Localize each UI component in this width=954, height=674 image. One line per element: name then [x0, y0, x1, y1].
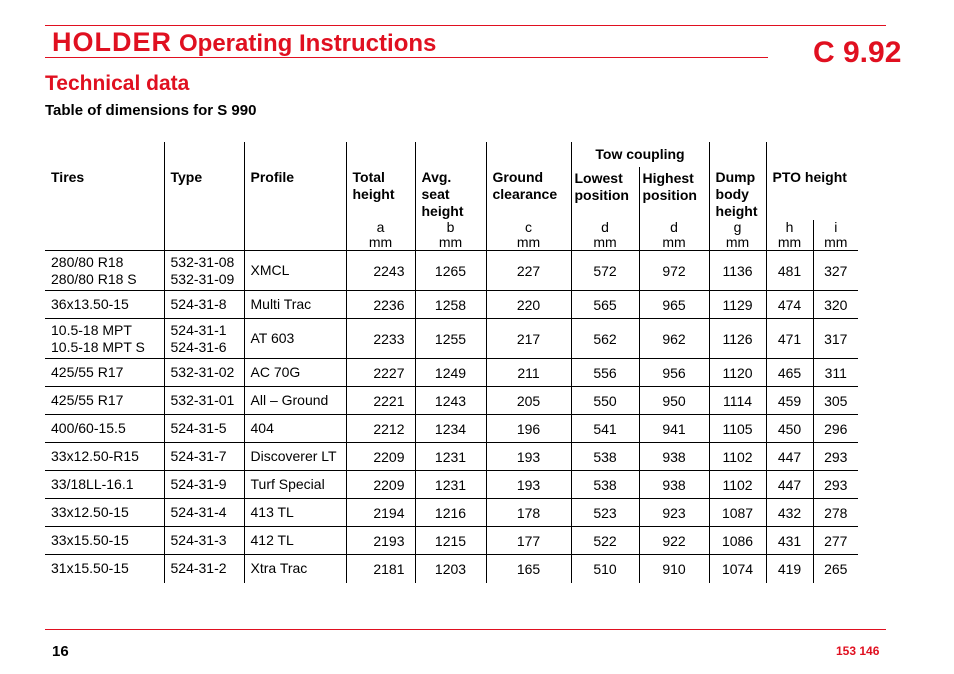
- cell-lowest-position: 565: [571, 291, 639, 319]
- cell-ground-clearance: 193: [486, 471, 571, 499]
- cell-tires: 280/80 R18 280/80 R18 S: [45, 251, 164, 291]
- cell-total-height: 2233: [346, 319, 415, 359]
- cell-type: 524-31-5: [164, 415, 244, 443]
- table-row: [45, 251, 858, 291]
- table-row: [45, 443, 858, 471]
- cell-type: 524-31-3: [164, 527, 244, 555]
- cell-pto-h: 432: [766, 499, 813, 527]
- cell-total-height: 2181: [346, 555, 415, 583]
- header-avg-seat-height: Avg. seat height: [415, 142, 486, 220]
- table-row: [45, 319, 858, 359]
- cell-avg-seat-height: 1203: [415, 555, 486, 583]
- cell-pto-h: 419: [766, 555, 813, 583]
- header-tow-coupling: Tow coupling: [571, 142, 709, 167]
- unit-b: b mm: [415, 220, 486, 251]
- cell-tires: 425/55 R17: [45, 359, 164, 387]
- header-highest-position: Highest position: [639, 167, 709, 220]
- cell-tires: 425/55 R17: [45, 387, 164, 415]
- cell-highest-position: 965: [639, 291, 709, 319]
- table-row: [45, 471, 858, 499]
- document-title: Operating Instructions: [179, 30, 437, 57]
- cell-profile: AC 70G: [244, 359, 346, 387]
- cell-profile: Turf Special: [244, 471, 346, 499]
- cell-avg-seat-height: 1243: [415, 387, 486, 415]
- header-total-height: Total height: [346, 142, 415, 220]
- cell-lowest-position: 510: [571, 555, 639, 583]
- header-tires: Tires: [45, 142, 164, 220]
- cell-type: 524-31-7: [164, 443, 244, 471]
- cell-dump-body-height: 1120: [709, 359, 766, 387]
- cell-highest-position: 922: [639, 527, 709, 555]
- unit-d-lowest: d mm: [571, 220, 639, 251]
- unit-d-highest: d mm: [639, 220, 709, 251]
- cell-total-height: 2193: [346, 527, 415, 555]
- holder-logo: HOLDER: [52, 27, 172, 57]
- cell-tires: 10.5-18 MPT 10.5-18 MPT S: [45, 319, 164, 359]
- unit-h: h mm: [766, 220, 813, 251]
- cell-ground-clearance: 177: [486, 527, 571, 555]
- cell-highest-position: 941: [639, 415, 709, 443]
- cell-lowest-position: 572: [571, 251, 639, 291]
- cell-pto-h: 474: [766, 291, 813, 319]
- cell-pto-h: 481: [766, 251, 813, 291]
- header-pto-height: PTO height: [772, 169, 847, 185]
- cell-highest-position: 950: [639, 387, 709, 415]
- cell-avg-seat-height: 1249: [415, 359, 486, 387]
- document-number: 153 146: [836, 644, 880, 658]
- cell-lowest-position: 556: [571, 359, 639, 387]
- cell-pto-h: 471: [766, 319, 813, 359]
- cell-type: 532-31-02: [164, 359, 244, 387]
- cell-pto-i: 320: [813, 291, 858, 319]
- cell-avg-seat-height: 1265: [415, 251, 486, 291]
- cell-pto-i: 296: [813, 415, 858, 443]
- cell-profile: AT 603: [244, 319, 346, 359]
- cell-type: 532-31-08 532-31-09: [164, 251, 244, 291]
- cell-highest-position: 923: [639, 499, 709, 527]
- cell-tires: 33x12.50-R15: [45, 443, 164, 471]
- cell-total-height: 2212: [346, 415, 415, 443]
- cell-lowest-position: 523: [571, 499, 639, 527]
- table-row: [45, 415, 858, 443]
- cell-dump-body-height: 1105: [709, 415, 766, 443]
- cell-highest-position: 956: [639, 359, 709, 387]
- cell-tires: 33x15.50-15: [45, 527, 164, 555]
- cell-lowest-position: 538: [571, 471, 639, 499]
- cell-ground-clearance: 220: [486, 291, 571, 319]
- cell-ground-clearance: 211: [486, 359, 571, 387]
- cell-pto-i: 278: [813, 499, 858, 527]
- cell-profile: Xtra Trac: [244, 555, 346, 583]
- cell-pto-i: 293: [813, 443, 858, 471]
- cell-tires: 36x13.50-15: [45, 291, 164, 319]
- table-row: [45, 359, 858, 387]
- cell-type: 524-31-8: [164, 291, 244, 319]
- cell-avg-seat-height: 1215: [415, 527, 486, 555]
- cell-profile: 404: [244, 415, 346, 443]
- header-profile: Profile: [244, 142, 346, 220]
- cell-tires: 33/18LL-16.1: [45, 471, 164, 499]
- page-code: C 9.92: [813, 36, 902, 69]
- cell-highest-position: 910: [639, 555, 709, 583]
- header-ground-clearance: Ground clearance: [486, 142, 571, 220]
- header-underline-rule: [45, 57, 768, 58]
- cell-profile: 413 TL: [244, 499, 346, 527]
- cell-pto-i: 277: [813, 527, 858, 555]
- cell-tires: 31x15.50-15: [45, 555, 164, 583]
- cell-type: 524-31-4: [164, 499, 244, 527]
- header-dump-body-height: Dump body height: [709, 142, 766, 220]
- dimensions-table: [45, 142, 858, 583]
- cell-type: 524-31-9: [164, 471, 244, 499]
- units-cell-empty: [164, 220, 244, 251]
- cell-dump-body-height: 1102: [709, 443, 766, 471]
- cell-profile: All – Ground: [244, 387, 346, 415]
- cell-lowest-position: 541: [571, 415, 639, 443]
- table-subtitle: Table of dimensions for S 990: [45, 102, 257, 119]
- cell-ground-clearance: 178: [486, 499, 571, 527]
- cell-total-height: 2194: [346, 499, 415, 527]
- cell-ground-clearance: 165: [486, 555, 571, 583]
- cell-avg-seat-height: 1231: [415, 471, 486, 499]
- cell-total-height: 2236: [346, 291, 415, 319]
- cell-pto-h: 447: [766, 443, 813, 471]
- cell-profile: 412 TL: [244, 527, 346, 555]
- cell-highest-position: 938: [639, 443, 709, 471]
- cell-dump-body-height: 1136: [709, 251, 766, 291]
- table-row: [45, 499, 858, 527]
- unit-c: c mm: [486, 220, 571, 251]
- cell-pto-i: 293: [813, 471, 858, 499]
- units-row: [45, 220, 858, 251]
- cell-pto-h: 450: [766, 415, 813, 443]
- cell-dump-body-height: 1114: [709, 387, 766, 415]
- cell-lowest-position: 522: [571, 527, 639, 555]
- cell-total-height: 2209: [346, 471, 415, 499]
- cell-pto-i: 327: [813, 251, 858, 291]
- cell-highest-position: 972: [639, 251, 709, 291]
- page-number: 16: [52, 643, 69, 660]
- table-row: [45, 555, 858, 583]
- header-lowest-position: Lowest position: [571, 167, 639, 220]
- cell-type: 524-31-2: [164, 555, 244, 583]
- cell-lowest-position: 538: [571, 443, 639, 471]
- cell-total-height: 2221: [346, 387, 415, 415]
- cell-ground-clearance: 227: [486, 251, 571, 291]
- cell-ground-clearance: 193: [486, 443, 571, 471]
- cell-avg-seat-height: 1231: [415, 443, 486, 471]
- cell-pto-h: 465: [766, 359, 813, 387]
- cell-highest-position: 938: [639, 471, 709, 499]
- cell-avg-seat-height: 1255: [415, 319, 486, 359]
- cell-avg-seat-height: 1234: [415, 415, 486, 443]
- cell-total-height: 2243: [346, 251, 415, 291]
- cell-pto-i: 317: [813, 319, 858, 359]
- cell-avg-seat-height: 1258: [415, 291, 486, 319]
- units-cell-empty: [45, 220, 164, 251]
- cell-total-height: 2209: [346, 443, 415, 471]
- cell-pto-h: 431: [766, 527, 813, 555]
- unit-a: a mm: [346, 220, 415, 251]
- cell-dump-body-height: 1126: [709, 319, 766, 359]
- cell-profile: Multi Trac: [244, 291, 346, 319]
- header-type: Type: [164, 142, 244, 220]
- cell-tires: 33x12.50-15: [45, 499, 164, 527]
- cell-ground-clearance: 217: [486, 319, 571, 359]
- cell-dump-body-height: 1086: [709, 527, 766, 555]
- cell-type: 532-31-01: [164, 387, 244, 415]
- section-title: Technical data: [45, 72, 190, 95]
- cell-avg-seat-height: 1216: [415, 499, 486, 527]
- cell-lowest-position: 562: [571, 319, 639, 359]
- cell-pto-h: 459: [766, 387, 813, 415]
- table-row: [45, 387, 858, 415]
- cell-total-height: 2227: [346, 359, 415, 387]
- cell-profile: XMCL: [244, 251, 346, 291]
- cell-dump-body-height: 1074: [709, 555, 766, 583]
- cell-lowest-position: 550: [571, 387, 639, 415]
- table-row: [45, 291, 858, 319]
- footer-rule: [45, 629, 886, 630]
- cell-pto-i: 311: [813, 359, 858, 387]
- unit-g: g mm: [709, 220, 766, 251]
- cell-highest-position: 962: [639, 319, 709, 359]
- header-row: [45, 142, 858, 167]
- cell-profile: Discoverer LT: [244, 443, 346, 471]
- cell-ground-clearance: 196: [486, 415, 571, 443]
- cell-pto-i: 265: [824, 560, 848, 577]
- table-row: [45, 527, 858, 555]
- cell-pto-h: 447: [766, 471, 813, 499]
- header-top-rule: [45, 25, 886, 26]
- cell-pto-i: 305: [813, 387, 858, 415]
- cell-type: 524-31-1 524-31-6: [164, 319, 244, 359]
- cell-dump-body-height: 1087: [709, 499, 766, 527]
- cell-ground-clearance: 205: [486, 387, 571, 415]
- cell-dump-body-height: 1129: [709, 291, 766, 319]
- cell-tires: 400/60-15.5: [45, 415, 164, 443]
- unit-i: i mm: [813, 220, 858, 251]
- units-cell-empty: [244, 220, 346, 251]
- cell-dump-body-height: 1102: [709, 471, 766, 499]
- document-header: [52, 29, 436, 56]
